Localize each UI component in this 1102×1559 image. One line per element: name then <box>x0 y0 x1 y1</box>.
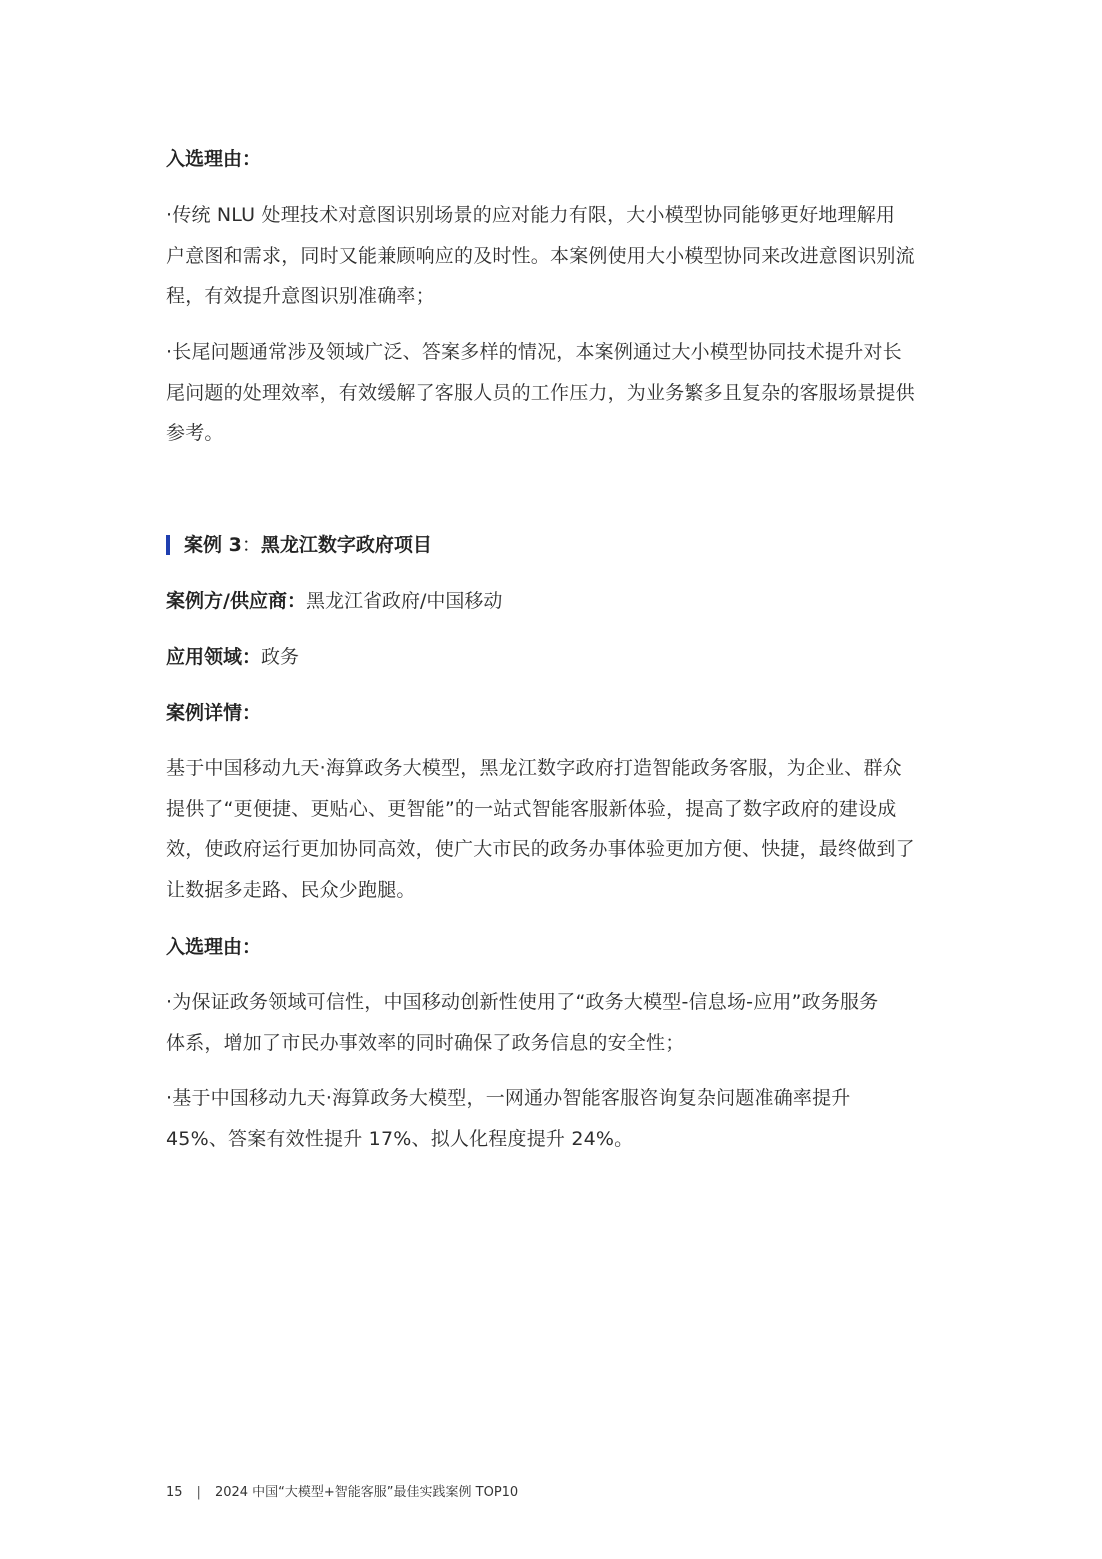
case3-bullet-2-line-2: 45%、答案有效性提升 17%、拟人化程度提升 24%。 <box>166 1127 634 1150</box>
bullet-1-line-1: ·传统 NLU 处理技术对意图识别场景的应对能力有限，大小模型协同能够更好地理解用 <box>166 204 896 226</box>
page-number: 15 <box>166 1485 183 1500</box>
provider-value: 黑龙江省政府/中国移动 <box>305 590 503 612</box>
bullet-marker: · <box>166 341 173 363</box>
bullet-1-line-3: 程，有效提升意图识别准确率； <box>166 285 435 307</box>
field-row <box>166 643 936 671</box>
provider-row <box>166 587 936 615</box>
case3-bullet-2 <box>166 1078 936 1159</box>
detail-line-2: 提供了“更便捷、更贴心、更智能”的一站式智能客服新体验，提高了数字政府的建设成 <box>166 797 897 820</box>
case-3-title <box>166 531 936 559</box>
detail-line-4: 让数据多走路、民众少跑腿。 <box>166 878 416 901</box>
detail-line-3: 效，使政府运行更加协同高效，使广大市民的政务办事体验更加方便、快捷，最终做到了 <box>166 838 915 860</box>
bullet-marker: · <box>166 204 173 226</box>
bullet-1 <box>166 195 936 317</box>
footer-title: 2024 中国“大模型+智能客服”最佳实践案例 TOP10 <box>214 1485 519 1500</box>
field-key: 应用领域： <box>166 646 262 668</box>
detail-paragraph <box>166 748 936 910</box>
detail-heading: 案例详情： <box>166 702 262 724</box>
case-3-title-text: 黑龙江数字政府项目 <box>260 534 432 556</box>
case-3-title-prefix: 案例 3 <box>184 534 242 556</box>
detail-line-1: 基于中国移动九天·海算政务大模型，黑龙江数字政府打造智能政务客服，为企业、群众 <box>166 757 902 779</box>
bullet-2 <box>166 332 936 454</box>
footer-separator: | <box>196 1485 201 1500</box>
case3-bullet-1 <box>166 982 936 1063</box>
bullet-marker: · <box>166 1087 173 1109</box>
provider-key: 案例方/供应商： <box>166 590 306 612</box>
case3-bullet-1-line-2: 体系，增加了市民办事效率的同时确保了政务信息的安全性； <box>166 1031 685 1054</box>
case-3-title-colon: ： <box>241 534 261 556</box>
reason-heading-1: 入选理由： <box>166 148 262 170</box>
bullet-2-line-3: 参考。 <box>166 422 224 444</box>
reason-heading-2: 入选理由： <box>166 936 262 958</box>
case3-bullet-2-line-1: ·基于中国移动九天·海算政务大模型，一网通办智能客服咨询复杂问题准确率提升 <box>166 1087 851 1109</box>
field-value: 政务 <box>261 646 300 668</box>
accent-bar <box>166 535 170 555</box>
bullet-marker: · <box>166 991 173 1013</box>
page-footer <box>166 1483 518 1503</box>
bullet-2-line-1: ·长尾问题通常涉及领域广泛、答案多样的情况，本案例通过大小模型协同技术提升对长 <box>166 341 902 363</box>
case3-bullet-1-line-1: ·为保证政务领域可信性，中国移动创新性使用了“政务大模型-信息场-应用”政务服务 <box>166 991 879 1013</box>
bullet-1-line-2: 户意图和需求，同时又能兼顾响应的及时性。本案例使用大小模型协同来改进意图识别流 <box>166 244 915 267</box>
bullet-2-line-2: 尾问题的处理效率，有效缓解了客服人员的工作压力，为业务繁多且复杂的客服场景提供 <box>166 381 915 404</box>
